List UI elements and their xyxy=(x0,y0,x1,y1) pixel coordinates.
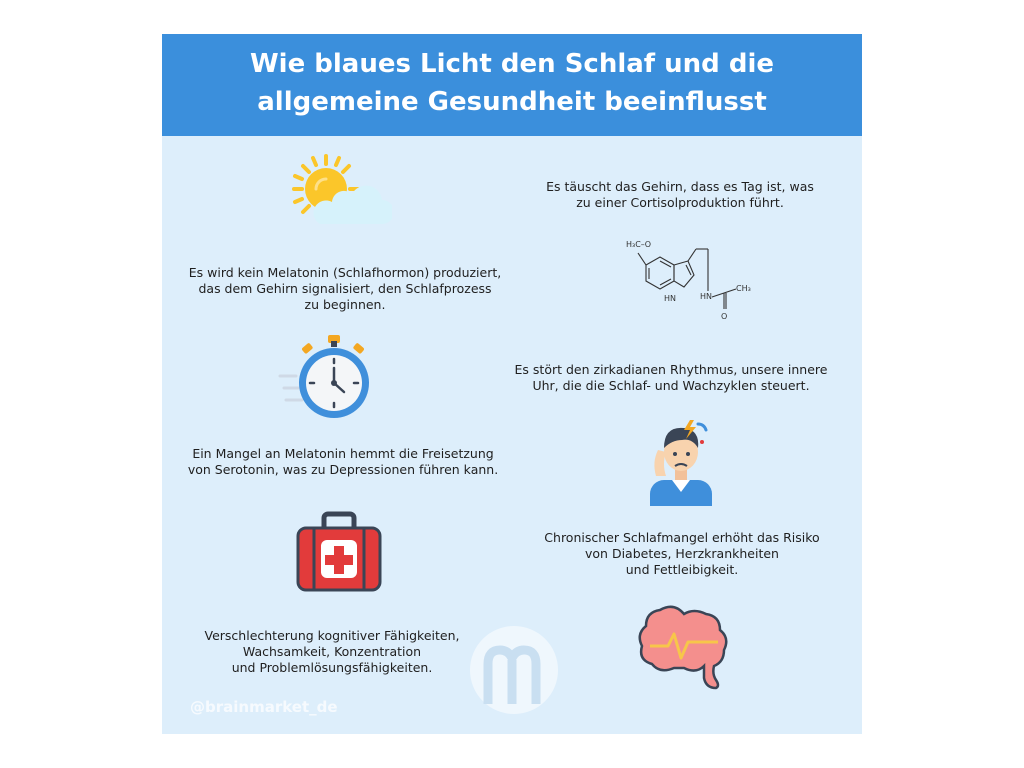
title-line-1: Wie blaues Licht den Schlaf und die xyxy=(249,49,774,79)
first-aid-kit-icon xyxy=(294,510,384,594)
header-banner xyxy=(162,34,862,136)
point-chronic-text: Chronischer Schlafmangel erhöht das Risiko von Diabetes, Herzkrankheiten und Fettleibigkeit. xyxy=(544,530,820,577)
point-cortisol-text: Es täuscht das Gehirn, dass es Tag ist, was zu einer Cortisolproduktion führt. xyxy=(546,179,814,210)
point-rhythm-text: Es stört den zirkadianen Rhythmus, unsere innere Uhr, die die Schlaf- und Wachzyklen steuert. xyxy=(514,362,828,393)
molecule-oxygen-label: O xyxy=(721,312,728,321)
molecule-ch3-label: CH₃ xyxy=(736,284,751,293)
molecule-ring-nh-label: HN xyxy=(664,294,676,303)
point-serotonin-text: Ein Mangel an Melatonin hemmt die Freisetzung von Serotonin, was zu Depressionen führen kann. xyxy=(187,446,499,477)
brain-pulse-icon xyxy=(636,602,732,692)
molecule-chain-nh-label: HN xyxy=(700,292,712,301)
title-line-2: allgemeine Gesundheit beeinflusst xyxy=(257,87,767,117)
infographic xyxy=(162,34,862,734)
sun-cloud-icon xyxy=(286,152,392,228)
melatonin-molecule-icon xyxy=(624,239,754,323)
page-title xyxy=(162,45,862,121)
point-cognitive-text: Verschlechterung kognitiver Fähigkeiten, Wachsamkeit, Konzentration und Problemlösungsfähigkeiten. xyxy=(204,628,460,675)
logo-watermark xyxy=(468,624,560,716)
point-melatonin-text: Es wird kein Melatonin (Schlafhormon) produziert, das dem Gehirn signalisiert, den Schlafprozess zu beginnen. xyxy=(188,265,502,312)
brainmarket-handle-watermark: @brainmarket_de xyxy=(190,698,338,716)
molecule-methoxy-label: H₃C–O xyxy=(626,240,652,249)
stopwatch-icon xyxy=(270,332,374,422)
headache-person-icon xyxy=(646,418,716,506)
